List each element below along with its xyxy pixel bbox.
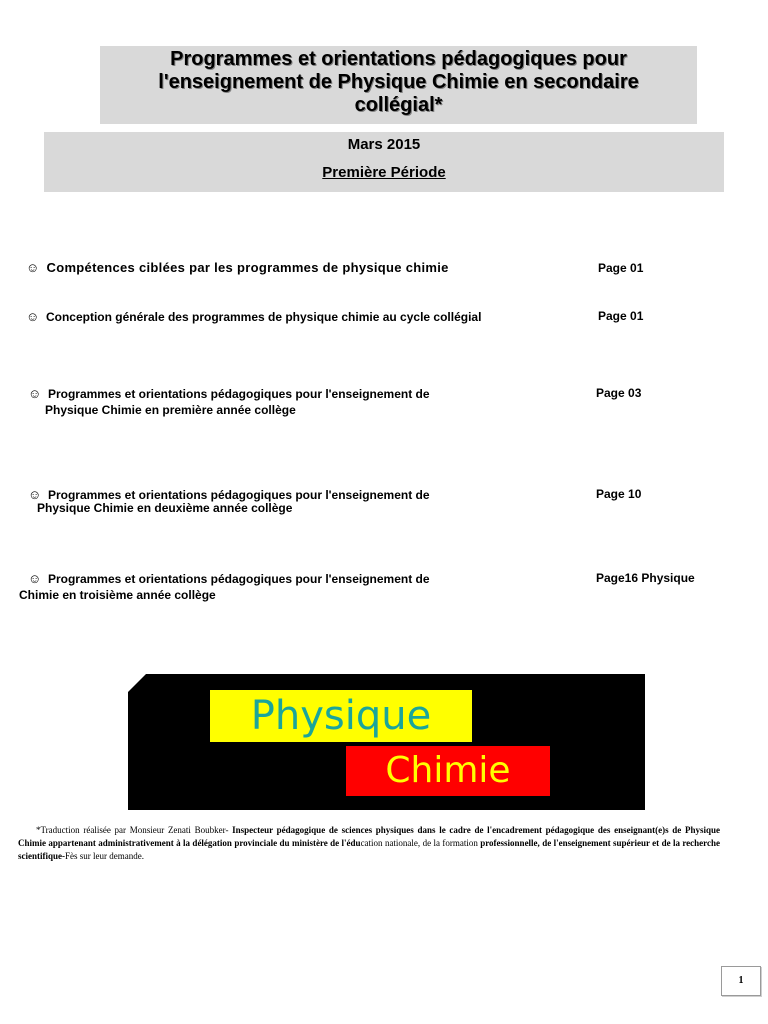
toc-entry-4-line-2: Physique Chimie en deuxième année collège (37, 501, 293, 515)
smiley-icon: ☺ (26, 309, 40, 324)
smiley-icon: ☺ (28, 386, 42, 401)
footnote-part-3: cation nationale, de la formation (360, 838, 481, 848)
footnote-part-5: Fès sur leur demande. (65, 851, 144, 861)
toc-entry-2-page: Page 01 (598, 309, 644, 323)
physique-chimie-logo (128, 674, 645, 810)
toc-entry-4-text: Programmes et orientations pédagogiques pour l'enseignement de (47, 488, 430, 502)
smiley-icon: ☺ (28, 487, 42, 502)
page-number: 1 (721, 966, 761, 996)
toc-entry-2-text: Conception générale des programmes de physique chimie au cycle collégial (45, 310, 482, 324)
subtitle-box (44, 132, 724, 192)
translation-footnote (18, 824, 720, 863)
document-period: Première Période (322, 164, 446, 181)
toc-entry-3-line-1 (28, 386, 430, 401)
toc-entry-3-page: Page 03 (596, 386, 642, 400)
logo-word-chimie: Chimie (346, 746, 550, 796)
toc-entry-1-line-1 (26, 260, 449, 275)
document-date: Mars 2015 (347, 136, 421, 153)
document-title (100, 46, 697, 124)
title-line-2: l'enseignement de Physique Chimie en secondaire (158, 71, 639, 93)
footnote-part-1: *Traduction réalisée par Monsieur Zenati Boubker- (36, 825, 233, 835)
toc-entry-4-page: Page 10 (596, 487, 642, 501)
logo-word-physique: Physique (210, 690, 472, 742)
smiley-icon: ☺ (26, 260, 40, 275)
toc-entry-2-line-1 (26, 309, 481, 324)
title-line-1: Programmes et orientations pédagogiques pour (170, 48, 627, 70)
toc-entry-5-line-2: Chimie en troisième année collège (19, 588, 216, 602)
toc-entry-5-line-1 (28, 571, 430, 586)
toc-entry-3-text: Programmes et orientations pédagogiques pour l'enseignement de (47, 387, 430, 401)
toc-entry-3-line-2: Physique Chimie en première année collège (45, 403, 296, 417)
footnote-part-4: professionnelle, de l'enseignement supérieur et de la recherche scientifique- (18, 838, 720, 861)
toc-entry-1-page: Page 01 (598, 261, 644, 275)
footnote-part-2: Inspecteur pédagogique de sciences physiques dans le cadre de l'encadrement pédagogique des enseignant(e)s de Physique Chimie appartenant administrativement à la délégation provinciale du ministère de l'édu (18, 825, 720, 848)
toc-entry-5-text: Programmes et orientations pédagogiques pour l'enseignement de (47, 572, 430, 586)
smiley-icon: ☺ (28, 571, 42, 586)
title-line-3: collégial* (354, 94, 443, 116)
toc-entry-1-text: Compétences ciblées par les programmes de physique chimie (46, 260, 449, 275)
toc-entry-4-line-1 (28, 487, 430, 502)
toc-entry-5-page: Page16 Physique (596, 571, 695, 585)
